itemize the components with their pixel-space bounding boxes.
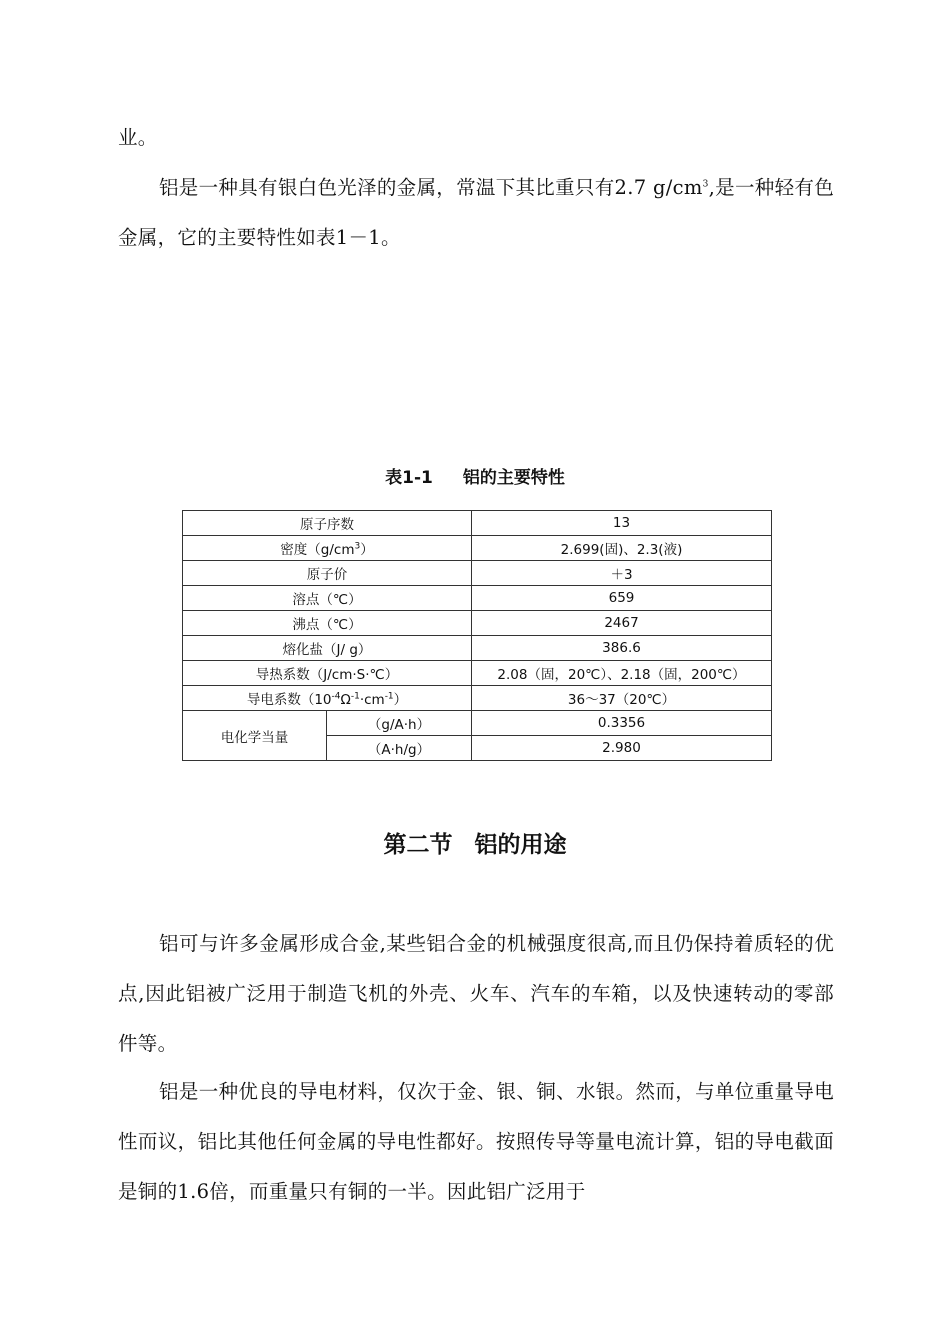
row-value: 2.699(固)、2.3(液) <box>472 536 772 561</box>
body-paragraph-2: 铝是一种优良的导电材料，仅次于金、银、铜、水银。然而，与单位重量导电性而议，铝比其他任何金属的导电性都好。按照传导等量电流计算，铝的导电截面是铜的1.6倍，而重量只有铜的一半。因此铝广泛用于 <box>118 1080 834 1203</box>
intro-text-2: ,是一种轻有色金属，它的主要特性如表1－1。 <box>118 176 834 249</box>
table-caption-title: 铝的主要特性 <box>462 468 565 488</box>
top-fragment: 业。 <box>118 126 158 149</box>
row-value: ＋3 <box>472 561 772 586</box>
row-label: 溶点（℃） <box>183 586 472 611</box>
table-row <box>183 586 772 611</box>
section-number: 第二节 <box>383 832 453 858</box>
row-value: 13 <box>472 511 772 536</box>
section-heading <box>0 826 950 859</box>
row-label: 沸点（℃） <box>183 611 472 636</box>
table-row <box>183 636 772 661</box>
intro-paragraph <box>118 163 834 263</box>
table-caption-number: 表1-1 <box>385 468 433 488</box>
table-row <box>183 661 772 686</box>
properties-table <box>182 510 772 761</box>
section-title: 铝的用途 <box>474 832 567 858</box>
intro-text-1: 铝是一种具有银白色光泽的金属，常温下其比重只有2.7 g/cm <box>159 176 703 199</box>
table-row <box>183 561 772 586</box>
row-value: 2.980 <box>472 736 772 761</box>
electro-label: 电化学当量 <box>183 711 327 761</box>
row-value: 0.3356 <box>472 711 772 736</box>
table-row <box>183 711 772 736</box>
row-label: 熔化盐（J/ g） <box>183 636 472 661</box>
body-paragraph-1: 铝可与许多金属形成合金,某些铝合金的机械强度很高,而且仍保持着质轻的优点,因此铝被广泛用于制造飞机的外壳、火车、汽车的车箱，以及快速转动的零部件等。 <box>118 932 834 1055</box>
intro-sup: 3 <box>702 179 709 190</box>
table-row <box>183 686 772 711</box>
row-label: 原子价 <box>183 561 472 586</box>
electro-unit: （g/A·h） <box>327 711 472 736</box>
table-row <box>183 511 772 536</box>
row-value: 386.6 <box>472 636 772 661</box>
row-label: 导电系数$(10^{-4}\Omega^{-1}\cdot cm^{-1})$ <box>183 686 472 711</box>
table-row <box>183 611 772 636</box>
row-label: 导热系数（J/cm·S·℃） <box>183 661 472 686</box>
row-value: 2467 <box>472 611 772 636</box>
row-label: 原子序数 <box>183 511 472 536</box>
table-caption <box>0 463 950 488</box>
table-row <box>183 536 772 561</box>
row-value: 659 <box>472 586 772 611</box>
electro-unit: （A·h/g） <box>327 736 472 761</box>
row-label: 密度$(g/cm^3)$ <box>183 536 472 561</box>
row-value: 2.08（固，20℃）、2.18（固，200℃） <box>472 661 772 686</box>
row-value: 36～37（20℃） <box>472 686 772 711</box>
